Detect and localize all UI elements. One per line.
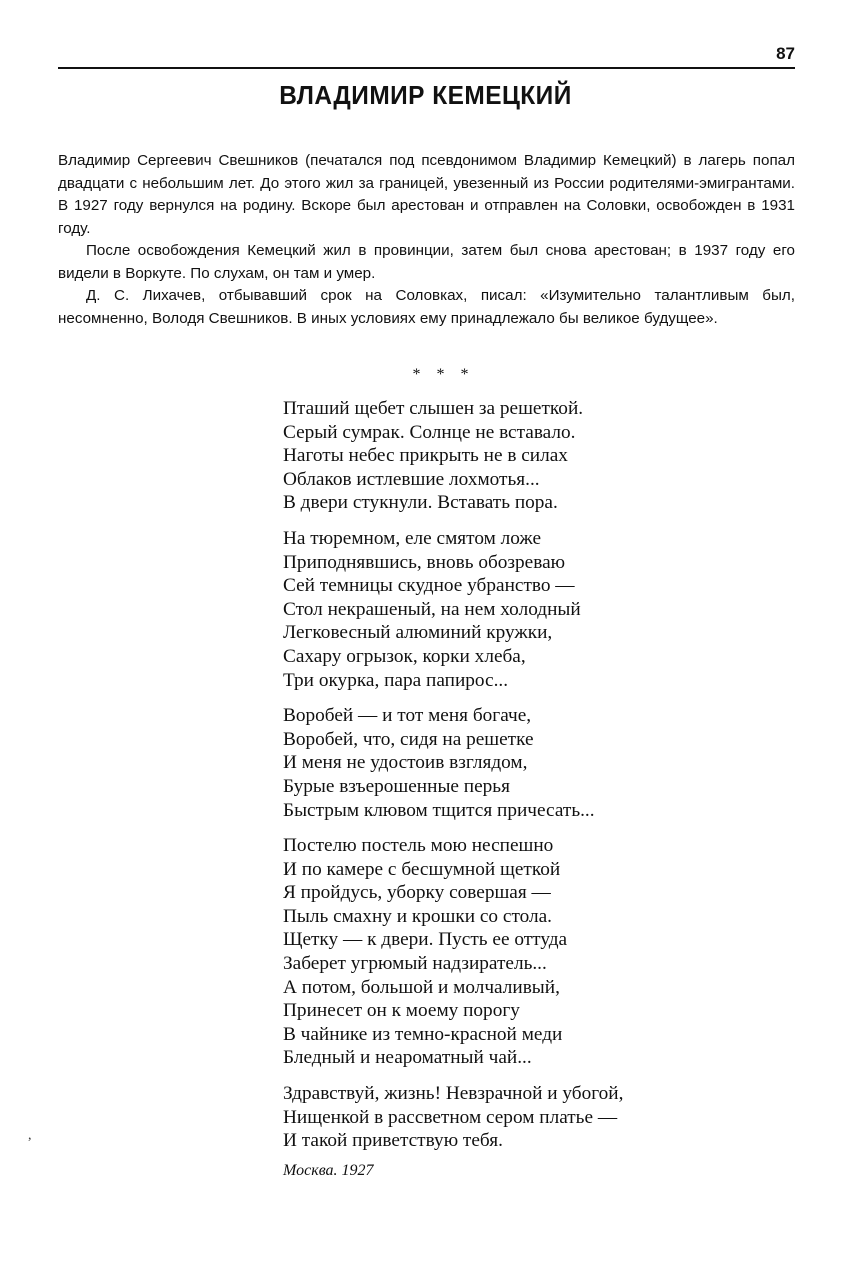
poem-stanza <box>283 704 803 822</box>
page-number: 87 <box>776 44 795 63</box>
poem-stanza <box>283 527 803 692</box>
intro-paragraph: После освобождения Кемецкий жил в провинции, затем был снова арестован; в 1937 году его видели в Воркуте. По слухам, он там и умер. <box>58 242 795 282</box>
poem-line: И меня не удостоив взглядом, <box>283 752 528 774</box>
poem-line: А потом, большой и молчаливый, <box>283 976 560 998</box>
poem-line: Легковесный алюминий кружки, <box>283 622 553 644</box>
poem-line: Облаков истлевшие лохмотья... <box>283 468 540 490</box>
poem-line: Пыль смахну и крошки со стола. <box>283 905 552 927</box>
poem-line: Стол некрашеный, на нем холодный <box>283 598 581 620</box>
intro-paragraph: Владимир Сергеевич Свешников (печатался под псевдонимом Владимир Кемецкий) в лагерь попал двадцати с небольшим лет. До этого жил за границей, увезенный из России родителями-эмигрантами. В 1927 году вернулся на родину. Вскоре был арестован и отправлен на Соловки, освобожден в 1931 году. <box>58 152 795 237</box>
poem-line: Принесет он к моему порогу <box>283 1000 520 1022</box>
intro-paragraph: Д. С. Лихачев, отбывавший срок на Соловках, писал: «Изумительно талантливым был, несомненно, Володя Свешников. В иных условиях ему принадлежало бы великое будущее». <box>58 287 795 327</box>
poem-line: Здравствуй, жизнь! Невзрачной и убогой, <box>283 1083 624 1105</box>
poem-line: Бледный и неароматный чай... <box>283 1047 532 1069</box>
poem-line: Серый сумрак. Солнце не вставало. <box>283 421 576 443</box>
poem-line: Нищенкой в рассветном сером платье — <box>283 1106 618 1128</box>
poem-separator: * * * <box>412 366 475 383</box>
poem-line: Постелю постель мою неспешно <box>283 835 554 857</box>
poem-stanza <box>283 1082 803 1182</box>
poem-line: Сей темницы скудное убранство — <box>283 575 575 597</box>
poem-line: Воробей, что, сидя на решетке <box>283 728 534 750</box>
poem-line: И по камере с бесшумной щеткой <box>283 858 561 880</box>
poem-line: Три окурка, пара папирос... <box>283 669 509 691</box>
poem-line: Быстрым клювом тщится причесать... <box>283 799 595 821</box>
intro-text <box>58 150 795 330</box>
poem-line: В чайнике из темно-красной меди <box>283 1023 563 1045</box>
page-title: ВЛАДИМИР КЕМЕЦКИЙ <box>279 80 572 110</box>
poem-line: Пташий щебет слышен за решеткой. <box>283 398 584 419</box>
poem-line: Сахару огрызок, корки хлеба, <box>283 645 526 667</box>
poem-line: Бурые взъерошенные перья <box>283 775 510 797</box>
poem-line: Приподнявшись, вновь обозреваю <box>283 551 566 573</box>
poem-line: Наготы небес прикрыть не в силах <box>283 445 568 467</box>
poem-line: Я пройдусь, уборку совершая — <box>283 882 551 904</box>
poem-place-date: Москва. 1927 <box>283 1161 374 1179</box>
poem <box>283 397 803 1194</box>
poem-line: В двери стукнули. Вставать пора. <box>283 492 558 514</box>
header-rule <box>58 67 795 69</box>
poem-stanza <box>283 834 803 1070</box>
poem-line: Воробей — и тот меня богаче, <box>283 705 532 727</box>
poem-line: Заберет угрюмый надзиратель... <box>283 953 547 975</box>
poem-line: Щетку — к двери. Пусть ее оттуда <box>283 929 568 951</box>
margin-mark: , <box>28 1128 32 1143</box>
poem-line: И такой приветствую тебя. <box>283 1130 503 1152</box>
poem-line: На тюремном, еле смятом ложе <box>283 527 542 549</box>
poem-stanza <box>283 397 803 515</box>
